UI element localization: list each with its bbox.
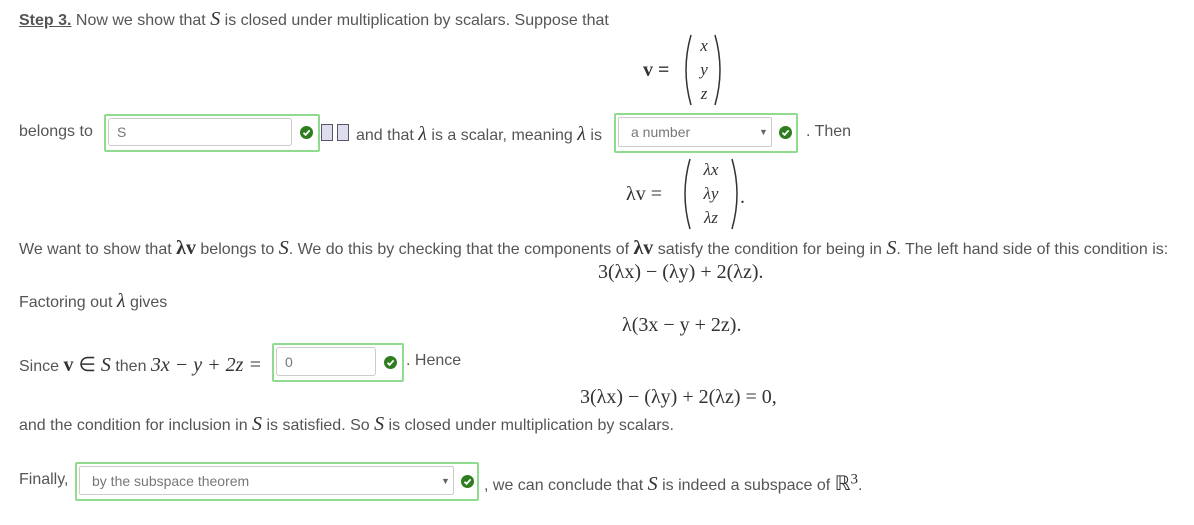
step-label: Step 3. — [19, 12, 72, 29]
belongs-prefix: belongs to — [19, 123, 93, 140]
step-intro: Step 3. Now we show that S is closed under multiplication by scalars. Suppose that — [19, 8, 609, 30]
finally-prefix: Finally, — [19, 471, 69, 488]
check-circle-icon — [461, 475, 474, 488]
doc-icon[interactable] — [321, 124, 333, 141]
condition-text: and the condition for inclusion in S is satisfied. So S is closed under multiplication by scalars. — [19, 413, 674, 435]
since-text: Since v ∈ S then 3x − y + 2z = — [19, 354, 262, 376]
vector-entry: y — [700, 60, 708, 79]
equation-lhs: 3(λx) − (λy) + 2(λz). — [598, 261, 764, 283]
check-circle-icon — [300, 126, 313, 139]
set-answer-input[interactable]: S — [108, 118, 292, 146]
then-text: . Then — [806, 123, 852, 140]
vector-entry: z — [700, 84, 708, 103]
scalar-text: and that λ is a scalar, meaning λ is — [356, 123, 602, 145]
vector-entry: x — [700, 36, 708, 55]
sigma-doc-icon[interactable] — [337, 124, 349, 141]
scalar-type-select[interactable]: a number — [618, 117, 772, 147]
vector-entry: λy — [703, 184, 719, 203]
zero-answer-input[interactable]: 0 — [276, 347, 376, 376]
want-text: We want to show that λv belongs to S. We do this by checking that the components of λv satisfy the condition for being in S. The left hand side of this condition is: — [19, 237, 1169, 259]
equation-factored: λ(3x − y + 2z). — [622, 314, 742, 336]
vector-entry: λz — [704, 208, 718, 227]
vector-v-entries — [693, 34, 715, 106]
vector-lv-period: . — [740, 186, 745, 208]
hence-text: . Hence — [406, 352, 462, 369]
check-circle-icon — [779, 126, 792, 139]
conclusion-text: , we can conclude that S is indeed a subspace of ℝ$^3$. — [484, 471, 863, 495]
vector-v-lhs: v = — [643, 59, 670, 81]
equation-result: 3(λx) − (λy) + 2(λz) = 0, — [580, 386, 777, 408]
factoring-text: Factoring out λ gives — [19, 290, 168, 312]
vector-lv-entries — [692, 158, 730, 230]
theorem-select[interactable]: by the subspace theorem — [79, 466, 454, 495]
vector-lv-lhs: λv = — [626, 183, 662, 205]
vector-entry: λx — [703, 160, 719, 179]
caret-down-icon: ▼ — [441, 476, 450, 486]
caret-down-icon: ▼ — [759, 127, 768, 137]
check-circle-icon — [384, 356, 397, 369]
